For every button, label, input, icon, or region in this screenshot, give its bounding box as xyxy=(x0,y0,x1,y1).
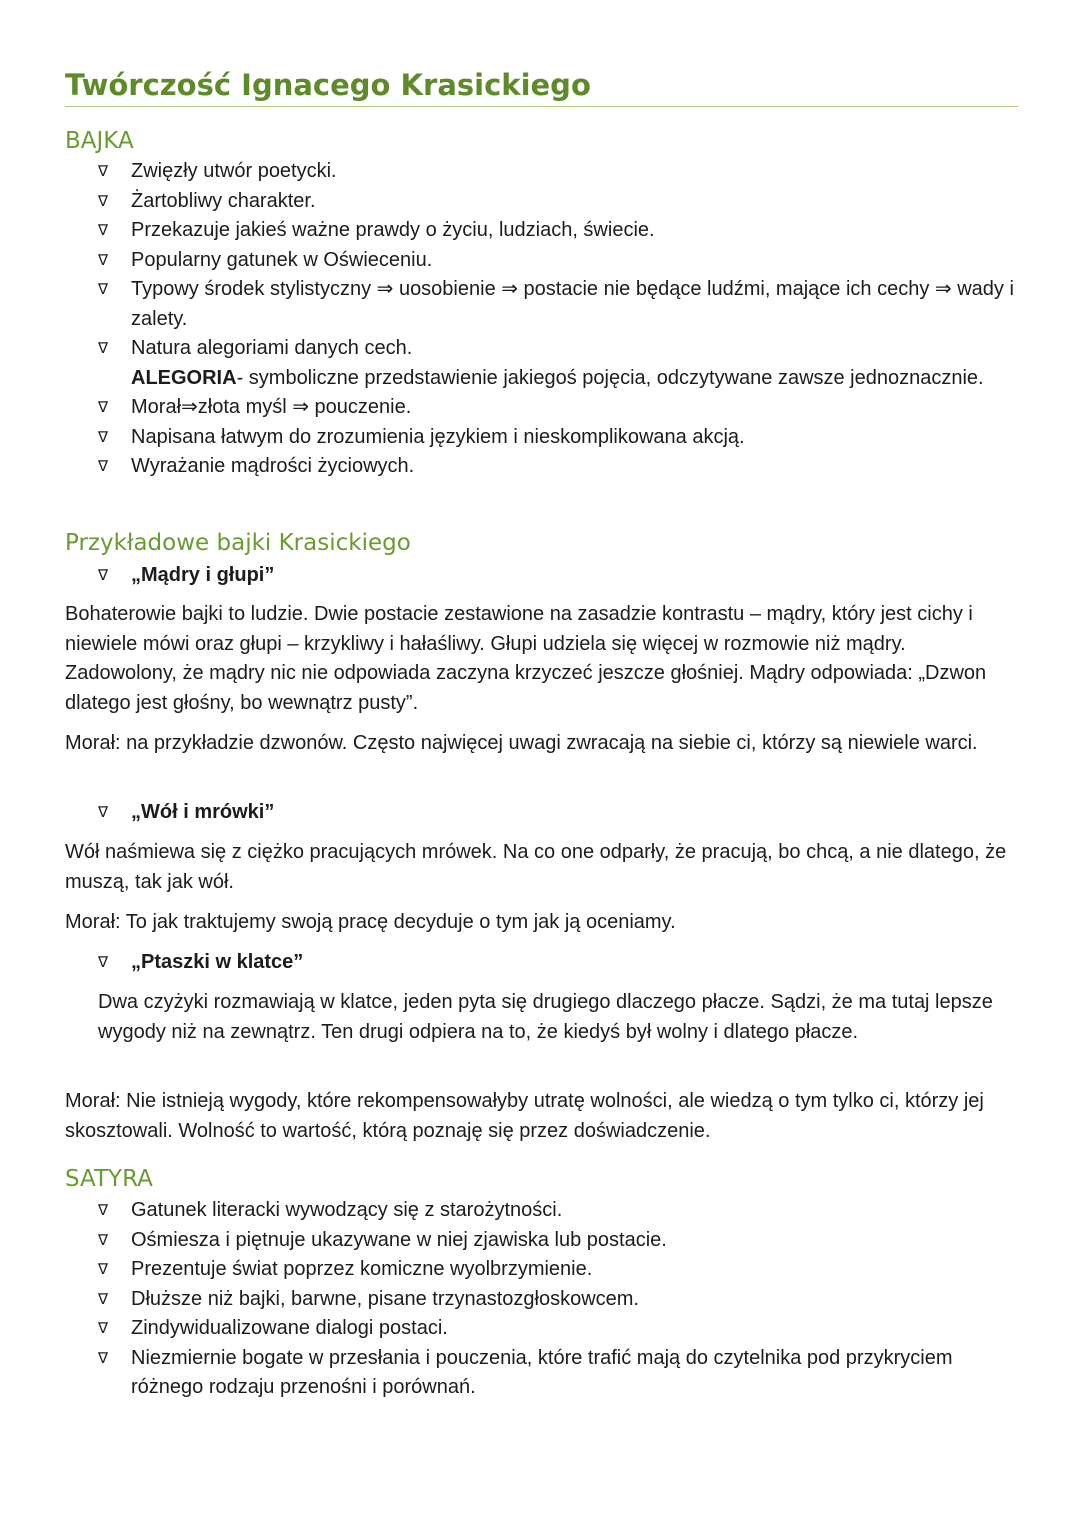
fable-text-wol-i-mrowki: Wół naśmiewa się z ciężko pracujących mrówek. Na co one odparły, że pracują, bo chcą, a nie dlatego, że muszą, tak jak wół. xyxy=(65,841,1007,893)
list-item: ∇ Zwięzły utwór poetycki. xyxy=(98,157,1028,187)
list-item: ∇ Natura alegoriami danych cech. ALEGORIA- symboliczne przedstawienie jakiegoś pojęcia, odczytywane zawsze jednoznacznie. xyxy=(98,334,1028,393)
fable-moral-madry-i-glupi: Morał: na przykładzie dzwonów. Często najwięcej uwagi zwracają na siebie ci, którzy są niewiele warci. xyxy=(65,732,978,754)
list-item: ∇ Żartobliwy charakter. xyxy=(98,187,1028,217)
list-item: ∇ Wyrażanie mądrości życiowych. xyxy=(98,452,1028,482)
fable-text-ptaszki-w-klatce: Dwa czyżyki rozmawiają w klatce, jeden pyta się drugiego dlaczego płacze. Sądzi, że ma tutaj lepsze wygody niż na zewnątrz. Ten drugi odpiera na to, że kiedyś był wolny i dlatego płacze. xyxy=(98,991,993,1043)
list-item: ∇ Zindywidualizowane dialogi postaci. xyxy=(98,1314,1028,1344)
triangle-bullet-icon: ∇ xyxy=(98,221,109,239)
triangle-bullet-icon: ∇ xyxy=(98,566,109,584)
examples-heading: Przykładowe bajki Krasickiego xyxy=(65,530,411,556)
triangle-bullet-icon: ∇ xyxy=(98,1201,109,1219)
list-item: ∇ Gatunek literacki wywodzący się z starożytności. xyxy=(98,1196,1028,1226)
satyra-heading: SATYRA xyxy=(65,1166,153,1192)
list-item: ∇ Dłuższe niż bajki, barwne, pisane trzynastozgłoskowcem. xyxy=(98,1285,1028,1315)
triangle-bullet-icon: ∇ xyxy=(98,398,109,416)
fable-text-madry-i-glupi: Bohaterowie bajki to ludzie. Dwie postacie zestawione na zasadzie kontrastu – mądry, który jest cichy i niewiele mówi oraz głupi – krzykliwy i hałaśliwy. Głupi udziela się więcej w rozmowie niż mądry. Zadowolony, że mądry nic nie odpowiada zaczyna krzyczeć jeszcze głośniej. Mądry odpowiada: „Dzwon dlatego jest głośny, bo wewnątrz pusty”. xyxy=(65,603,987,714)
allegory-definition: ALEGORIA- symboliczne przedstawienie jakiegoś pojęcia, odczytywane zawsze jednoznacznie. xyxy=(131,366,984,389)
list-item: ∇ Przekazuje jakieś ważne prawdy o życiu, ludziach, świecie. xyxy=(98,216,1028,246)
triangle-bullet-icon: ∇ xyxy=(98,803,109,821)
list-item: ∇ Morał⇒złota myśl ⇒ pouczenie. xyxy=(98,393,1028,423)
triangle-bullet-icon: ∇ xyxy=(98,1348,109,1367)
list-item: ∇ Niezmiernie bogate w przesłania i pouczenia, które trafić mają do czytelnika pod przykryciem różnego rodzaju przenośni i porównań. xyxy=(98,1344,1028,1403)
fable-moral-ptaszki-w-klatce: Morał: Nie istnieją wygody, które rekompensowałyby utratę wolności, ale wiedzą o tym tylko ci, którzy jej skosztowali. Wolność to wartość, którą poznaję się przez doświadczenie. xyxy=(65,1090,984,1142)
bajka-list xyxy=(98,157,1028,482)
list-item: ∇ Prezentuje świat poprzez komiczne wyolbrzymienie. xyxy=(98,1255,1028,1285)
triangle-bullet-icon: ∇ xyxy=(98,1230,109,1249)
triangle-bullet-icon: ∇ xyxy=(98,1319,109,1337)
triangle-bullet-icon: ∇ xyxy=(98,1289,109,1308)
triangle-bullet-icon: ∇ xyxy=(98,953,109,971)
triangle-bullet-icon: ∇ xyxy=(98,280,109,298)
list-item: ∇ Napisana łatwym do zrozumienia językiem i nieskomplikowana akcją. xyxy=(98,423,1028,453)
satyra-list xyxy=(98,1196,1028,1403)
triangle-bullet-icon: ∇ xyxy=(98,162,109,180)
title-block xyxy=(65,66,1018,107)
fable-moral-wol-i-mrowki: Morał: To jak traktujemy swoją pracę decyduje o tym jak ją oceniamy. xyxy=(65,911,676,933)
triangle-bullet-icon: ∇ xyxy=(98,250,109,269)
fable-title-wol-i-mrowki: ∇ „Wół i mrówki” xyxy=(98,798,274,828)
list-item: ∇ Ośmiesza i piętnuje ukazywane w niej zjawiska lub postacie. xyxy=(98,1226,1028,1256)
triangle-bullet-icon: ∇ xyxy=(98,427,109,446)
triangle-bullet-icon: ∇ xyxy=(98,191,109,210)
bajka-heading: BAJKA xyxy=(65,128,134,154)
fable-title-ptaszki-w-klatce: ∇ „Ptaszki w klatce” xyxy=(98,948,303,978)
triangle-bullet-icon: ∇ xyxy=(98,1260,109,1278)
triangle-bullet-icon: ∇ xyxy=(98,339,109,357)
list-item: ∇ Popularny gatunek w Oświeceniu. xyxy=(98,246,1028,276)
definition-term: ALEGORIA xyxy=(131,366,237,389)
list-item: ∇ Typowy środek stylistyczny ⇒ uosobienie ⇒ postacie nie będące ludźmi, mające ich cechy ⇒ wady i zalety. xyxy=(98,275,1028,334)
page-title: Twórczość Ignacego Krasickiego xyxy=(65,68,591,102)
fable-title-madry-i-glupi: ∇ „Mądry i głupi” xyxy=(98,561,274,591)
triangle-bullet-icon: ∇ xyxy=(98,457,109,475)
